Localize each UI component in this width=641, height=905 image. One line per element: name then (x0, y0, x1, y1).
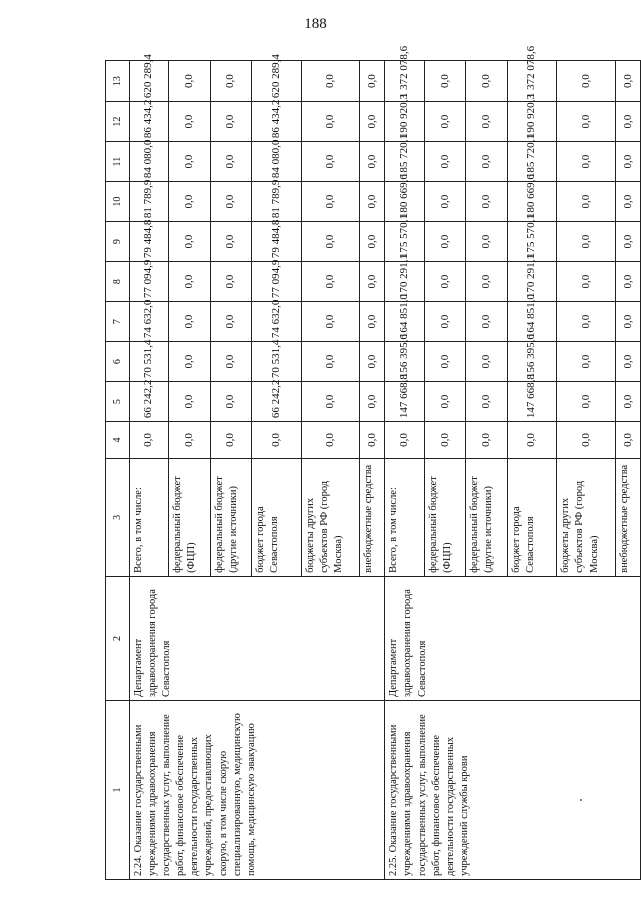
column-number-cell: 3 (106, 458, 130, 576)
activity-cell: 2.24. Оказание государственными учреждениями здравоохранения государственных услуг, выполнение работ, финансовое обеспечение деятельности государственных учреждений, предоставляющих скорую, в том числе скорую специализированную, медицинскую помощь, медицинскую эвакуацию (129, 701, 385, 880)
amount-cell: 0,0 (616, 262, 641, 302)
amount-cell: 0,0 (616, 222, 641, 262)
page-number: 188 (304, 16, 327, 32)
amount-cell: 0,0 (301, 102, 360, 142)
amount-cell: 0,0 (557, 61, 616, 102)
amount-cell: 74 632,0 (129, 302, 169, 342)
amount-cell: 0,0 (616, 302, 641, 342)
amount-cell: 0,0 (360, 342, 385, 382)
amount-cell: 190 920,3 (385, 102, 425, 142)
amount-cell: 0,0 (251, 422, 301, 459)
amount-cell: 0,0 (210, 142, 251, 182)
amount-cell: 0,0 (360, 422, 385, 459)
column-number-cell: 4 (106, 422, 130, 459)
amount-cell: 79 484,8 (251, 222, 301, 262)
amount-cell: 0,0 (301, 302, 360, 342)
amount-cell: 0,0 (210, 61, 251, 102)
amount-cell: 170 291,1 (385, 262, 425, 302)
amount-cell: 185 720,1 (385, 142, 425, 182)
amount-cell: 0,0 (424, 342, 465, 382)
funding-source-cell: Всего, в том числе: (129, 458, 169, 576)
amount-cell: 180 669,6 (507, 182, 557, 222)
executor-cell: Департамент здравоохранения города Севастополя (129, 576, 385, 700)
amount-cell: 0,0 (616, 182, 641, 222)
amount-cell: 77 094,9 (251, 262, 301, 302)
amount-cell: 170 291,1 (507, 262, 557, 302)
amount-cell: 164 851,0 (385, 302, 425, 342)
funding-source-cell: федеральный бюджет (другие источники) (466, 458, 507, 576)
amount-cell: 0,0 (301, 422, 360, 459)
amount-cell: 0,0 (616, 102, 641, 142)
amount-cell: 0,0 (616, 342, 641, 382)
funding-source-cell: Всего, в том числе: (385, 458, 425, 576)
amount-cell: 0,0 (466, 142, 507, 182)
funding-source-cell: внебюджетные средства (616, 458, 641, 576)
amount-cell: 0,0 (385, 422, 425, 459)
executor-cell: Департамент здравоохранения города Севастополя (385, 576, 641, 700)
amount-cell: 0,0 (557, 142, 616, 182)
amount-cell: 84 080,0 (129, 142, 169, 182)
amount-cell: 0,0 (616, 142, 641, 182)
amount-cell: 0,0 (360, 61, 385, 102)
column-number-row (106, 61, 130, 880)
amount-cell: 0,0 (557, 382, 616, 422)
amount-cell: 0,0 (301, 262, 360, 302)
amount-cell: 0,0 (301, 222, 360, 262)
column-number-cell: 12 (106, 102, 130, 142)
funding-source-cell: федеральный бюджет (ФЦП) (424, 458, 465, 576)
amount-cell: 77 094,9 (129, 262, 169, 302)
column-number-cell: 13 (106, 61, 130, 102)
amount-cell: 66 242,2 (251, 382, 301, 422)
amount-cell: 0,0 (557, 182, 616, 222)
amount-cell: 0,0 (169, 102, 210, 142)
amount-cell: 0,0 (169, 262, 210, 302)
funding-source-cell: федеральный бюджет (другие источники) (210, 458, 251, 576)
column-number-cell: 6 (106, 342, 130, 382)
amount-cell: 0,0 (301, 182, 360, 222)
amount-cell: 0,0 (466, 262, 507, 302)
amount-cell: 0,0 (466, 422, 507, 459)
activity-cell: 2.25. Оказание государственными учреждениями здравоохранения государственных услуг, выполнение работ, финансовое обеспечение деятельности государственных учреждений службы крови (385, 701, 641, 880)
funding-source-cell: бюджеты других субъектов РФ (город Москва) (301, 458, 360, 576)
amount-cell: 0,0 (210, 302, 251, 342)
amount-cell: 0,0 (424, 61, 465, 102)
amount-cell: 1 372 078,6 (507, 61, 557, 102)
amount-cell: 0,0 (169, 222, 210, 262)
amount-cell: 0,0 (424, 182, 465, 222)
amount-cell: 0,0 (129, 422, 169, 459)
amount-cell: 1 372 078,6 (385, 61, 425, 102)
amount-cell: 74 632,0 (251, 302, 301, 342)
column-number-cell: 8 (106, 262, 130, 302)
amount-cell: 0,0 (557, 102, 616, 142)
amount-cell: 0,0 (466, 342, 507, 382)
amount-cell: 0,0 (424, 422, 465, 459)
amount-cell: 0,0 (424, 142, 465, 182)
amount-cell: 0,0 (466, 102, 507, 142)
amount-cell: 0,0 (210, 222, 251, 262)
amount-cell: 79 484,8 (129, 222, 169, 262)
amount-cell: 164 851,0 (507, 302, 557, 342)
amount-cell: 0,0 (424, 262, 465, 302)
amount-cell: 185 720,1 (507, 142, 557, 182)
column-number-cell: 9 (106, 222, 130, 262)
amount-cell: 70 531,4 (129, 342, 169, 382)
amount-cell: 156 395,6 (507, 342, 557, 382)
amount-cell: 0,0 (301, 382, 360, 422)
amount-cell: 0,0 (466, 302, 507, 342)
amount-cell: 81 789,9 (251, 182, 301, 222)
amount-cell: 0,0 (360, 142, 385, 182)
amount-cell: 0,0 (169, 61, 210, 102)
amount-cell: 0,0 (360, 302, 385, 342)
budget-table (105, 45, 641, 880)
amount-cell: 0,0 (616, 422, 641, 459)
amount-cell: 0,0 (616, 61, 641, 102)
amount-cell: 84 080,0 (251, 142, 301, 182)
funding-source-cell: внебюджетные средства (360, 458, 385, 576)
amount-cell: 0,0 (424, 382, 465, 422)
amount-cell: 620 289,4 (251, 61, 301, 102)
amount-cell: 0,0 (424, 222, 465, 262)
amount-cell: 0,0 (169, 422, 210, 459)
amount-cell: 0,0 (557, 342, 616, 382)
amount-cell: 0,0 (507, 422, 557, 459)
amount-cell: 0,0 (169, 342, 210, 382)
amount-cell: 175 570,1 (385, 222, 425, 262)
amount-cell: 0,0 (210, 262, 251, 302)
amount-cell: 0,0 (210, 182, 251, 222)
amount-cell: 0,0 (466, 182, 507, 222)
funding-source-cell: бюджеты других субъектов РФ (город Москва) (557, 458, 616, 576)
amount-cell: 0,0 (424, 102, 465, 142)
amount-cell: 0,0 (616, 382, 641, 422)
table-row (385, 61, 425, 880)
rotated-table-container (105, 45, 641, 880)
table-row (129, 61, 169, 880)
amount-cell: 0,0 (360, 102, 385, 142)
amount-cell: 86 434,2 (129, 102, 169, 142)
amount-cell: 0,0 (169, 182, 210, 222)
amount-cell: 81 789,9 (129, 182, 169, 222)
amount-cell: 0,0 (557, 302, 616, 342)
funding-source-cell: федеральный бюджет (ФЦП) (169, 458, 210, 576)
amount-cell: 0,0 (424, 302, 465, 342)
amount-cell: 0,0 (210, 102, 251, 142)
amount-cell: 180 669,6 (385, 182, 425, 222)
scan-speck (580, 799, 582, 801)
amount-cell: 0,0 (557, 262, 616, 302)
amount-cell: 0,0 (360, 182, 385, 222)
column-number-cell: 2 (106, 576, 130, 700)
amount-cell: 0,0 (210, 382, 251, 422)
amount-cell: 0,0 (360, 222, 385, 262)
amount-cell: 0,0 (210, 422, 251, 459)
amount-cell: 0,0 (557, 422, 616, 459)
column-number-cell: 1 (106, 701, 130, 880)
funding-source-cell: бюджет города Севастополя (507, 458, 557, 576)
amount-cell: 0,0 (466, 61, 507, 102)
amount-cell: 147 668,8 (507, 382, 557, 422)
amount-cell: 86 434,2 (251, 102, 301, 142)
amount-cell: 156 395,6 (385, 342, 425, 382)
amount-cell: 0,0 (169, 382, 210, 422)
amount-cell: 147 668,8 (385, 382, 425, 422)
amount-cell: 190 920,3 (507, 102, 557, 142)
column-number-cell: 10 (106, 182, 130, 222)
amount-cell: 0,0 (466, 382, 507, 422)
amount-cell: 620 289,4 (129, 61, 169, 102)
column-number-cell: 7 (106, 302, 130, 342)
column-number-cell: 5 (106, 382, 130, 422)
amount-cell: 0,0 (169, 302, 210, 342)
amount-cell: 175 570,1 (507, 222, 557, 262)
amount-cell: 70 531,4 (251, 342, 301, 382)
amount-cell: 0,0 (466, 222, 507, 262)
funding-source-cell: бюджет города Севастополя (251, 458, 301, 576)
amount-cell: 0,0 (301, 342, 360, 382)
amount-cell: 0,0 (360, 382, 385, 422)
column-number-cell: 11 (106, 142, 130, 182)
amount-cell: 0,0 (301, 142, 360, 182)
amount-cell: 66 242,2 (129, 382, 169, 422)
amount-cell: 0,0 (210, 342, 251, 382)
amount-cell: 0,0 (169, 142, 210, 182)
amount-cell: 0,0 (301, 61, 360, 102)
amount-cell: 0,0 (360, 262, 385, 302)
amount-cell: 0,0 (557, 222, 616, 262)
